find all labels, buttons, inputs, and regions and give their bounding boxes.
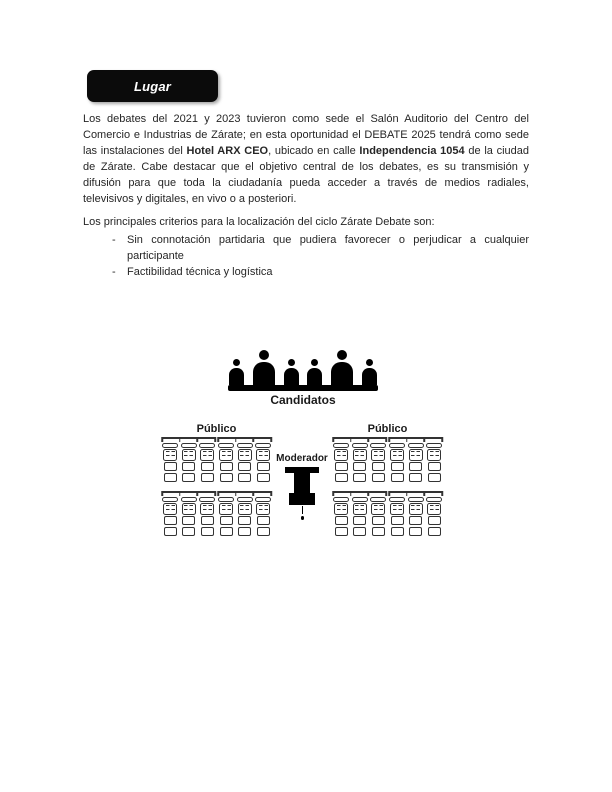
rail-tick bbox=[253, 491, 255, 496]
audience-seat-icon bbox=[352, 443, 368, 482]
rail-tick bbox=[350, 437, 352, 442]
rail-tick bbox=[385, 491, 387, 496]
public-label-left: Público bbox=[196, 423, 237, 435]
candidate-figure bbox=[284, 359, 299, 385]
rail-tick bbox=[217, 491, 219, 496]
audience-seat-icon bbox=[370, 443, 386, 482]
audience-seat-icon bbox=[426, 443, 442, 482]
candidates-section bbox=[228, 344, 378, 407]
audience-seat-icon bbox=[199, 497, 215, 536]
person-torso bbox=[362, 368, 377, 385]
seat-rail bbox=[218, 437, 271, 439]
rail-tick bbox=[214, 437, 216, 442]
rail-tick bbox=[270, 491, 272, 496]
rail-tick bbox=[441, 437, 443, 442]
rail-tick bbox=[217, 437, 219, 442]
seat-rail bbox=[162, 491, 215, 493]
microphone-dot-icon bbox=[301, 516, 305, 520]
rail-tick bbox=[368, 437, 370, 442]
candidate-figure bbox=[362, 359, 377, 385]
seat-rail bbox=[333, 437, 386, 439]
person-torso bbox=[229, 368, 244, 385]
person-head bbox=[337, 350, 347, 360]
bullet-dash: - bbox=[112, 266, 116, 278]
rail-tick bbox=[385, 437, 387, 442]
lectern-stem bbox=[294, 473, 310, 493]
person-head bbox=[366, 359, 373, 366]
candidate-figure bbox=[253, 350, 275, 385]
person-torso bbox=[284, 368, 299, 385]
list-item-text: Factibilidad técnica y logística bbox=[127, 266, 273, 278]
audience-seat-icon bbox=[162, 443, 178, 482]
seat-rail bbox=[333, 491, 386, 493]
venue-text-3: de la ciudad de Zárate. Cabe destacar que el objetivo central de los debates, es su transmisión y difusión para que toda la ciudadanía pueda acceder a través de medios radiales, televisivos y digitales, en vivo o a posteriori. bbox=[83, 145, 530, 205]
audience-seat-icon bbox=[370, 497, 386, 536]
bullet-dash: - bbox=[112, 234, 116, 246]
rail-tick bbox=[179, 491, 181, 496]
microphone-stand-icon bbox=[302, 506, 304, 514]
person-head bbox=[259, 350, 269, 360]
person-torso bbox=[307, 368, 322, 385]
seat-group bbox=[389, 437, 442, 482]
rail-tick bbox=[197, 437, 199, 442]
audience-seat-icon bbox=[199, 443, 215, 482]
venue-hotel-name: Hotel ARX CEO bbox=[186, 145, 269, 157]
rail-tick bbox=[253, 437, 255, 442]
audience-seat-icon bbox=[237, 443, 253, 482]
rail-tick bbox=[161, 437, 163, 442]
candidates-label: Candidatos bbox=[270, 393, 336, 407]
audience-seat-icon bbox=[218, 443, 234, 482]
audience-seat-icon bbox=[333, 497, 349, 536]
public-label-right: Público bbox=[367, 423, 408, 435]
seat-rail bbox=[389, 491, 442, 493]
audience-row-left-bottom bbox=[162, 491, 271, 536]
rail-tick bbox=[388, 491, 390, 496]
seat-group bbox=[333, 491, 386, 536]
audience-seat-icon bbox=[181, 443, 197, 482]
rail-tick bbox=[424, 437, 426, 442]
moderator-lectern-icon bbox=[285, 467, 319, 520]
rail-tick bbox=[270, 437, 272, 442]
candidate-figure bbox=[229, 359, 244, 385]
audience-seat-icon bbox=[181, 497, 197, 536]
rail-tick bbox=[441, 491, 443, 496]
seat-rail bbox=[389, 437, 442, 439]
rail-tick bbox=[332, 437, 334, 442]
rail-tick bbox=[214, 491, 216, 496]
section-badge-label: Lugar bbox=[133, 78, 172, 94]
audience-seat-icon bbox=[162, 497, 178, 536]
rail-tick bbox=[197, 491, 199, 496]
rail-tick bbox=[161, 491, 163, 496]
candidates-figures bbox=[228, 344, 378, 385]
rail-tick bbox=[406, 491, 408, 496]
person-head bbox=[311, 359, 318, 366]
venue-text-2: , ubicado en calle bbox=[268, 145, 360, 157]
person-torso bbox=[253, 362, 275, 385]
audience-seat-icon bbox=[255, 497, 271, 536]
rail-tick bbox=[235, 437, 237, 442]
audience-row-right-bottom bbox=[333, 491, 442, 536]
seat-rail bbox=[162, 437, 215, 439]
moderator-label: Moderador bbox=[276, 453, 328, 464]
venue-address: Independencia 1054 bbox=[359, 145, 465, 157]
lectern-base bbox=[289, 493, 315, 505]
rail-tick bbox=[235, 491, 237, 496]
seat-rail bbox=[218, 491, 271, 493]
seat-group bbox=[162, 491, 215, 536]
audience-seat-icon bbox=[218, 497, 234, 536]
candidate-figure bbox=[331, 350, 353, 385]
person-torso bbox=[331, 362, 353, 385]
venue-text-1: Los debates del 2021 y 2023 tuvieron como sede el Salón Auditorio del Centro del Comercio e Industrias de Zárate; en esta oportunidad el DEBATE 2025 tendrá como sede las instalaciones del bbox=[83, 113, 529, 157]
paragraph-criteria-intro: Los principales criterios para la localización del ciclo Zárate Debate son: bbox=[83, 216, 435, 228]
seat-group bbox=[162, 437, 215, 482]
audience-seat-icon bbox=[389, 443, 405, 482]
rail-tick bbox=[350, 491, 352, 496]
seat-group bbox=[389, 491, 442, 536]
seat-group bbox=[218, 491, 271, 536]
person-head bbox=[288, 359, 295, 366]
audience-seat-icon bbox=[408, 497, 424, 536]
audience-seat-icon bbox=[352, 497, 368, 536]
rail-tick bbox=[332, 491, 334, 496]
audience-seat-icon bbox=[237, 497, 253, 536]
candidates-table-bar bbox=[228, 385, 378, 391]
rail-tick bbox=[424, 491, 426, 496]
audience-seat-icon bbox=[426, 497, 442, 536]
audience-seat-icon bbox=[389, 497, 405, 536]
rail-tick bbox=[406, 437, 408, 442]
rail-tick bbox=[179, 437, 181, 442]
audience-seat-icon bbox=[408, 443, 424, 482]
list-item-text: Sin connotación partidaria que pudiera favorecer o perjudicar a cualquier participante bbox=[127, 234, 529, 262]
candidate-figure bbox=[307, 359, 322, 385]
rail-tick bbox=[368, 491, 370, 496]
person-head bbox=[233, 359, 240, 366]
rail-tick bbox=[388, 437, 390, 442]
